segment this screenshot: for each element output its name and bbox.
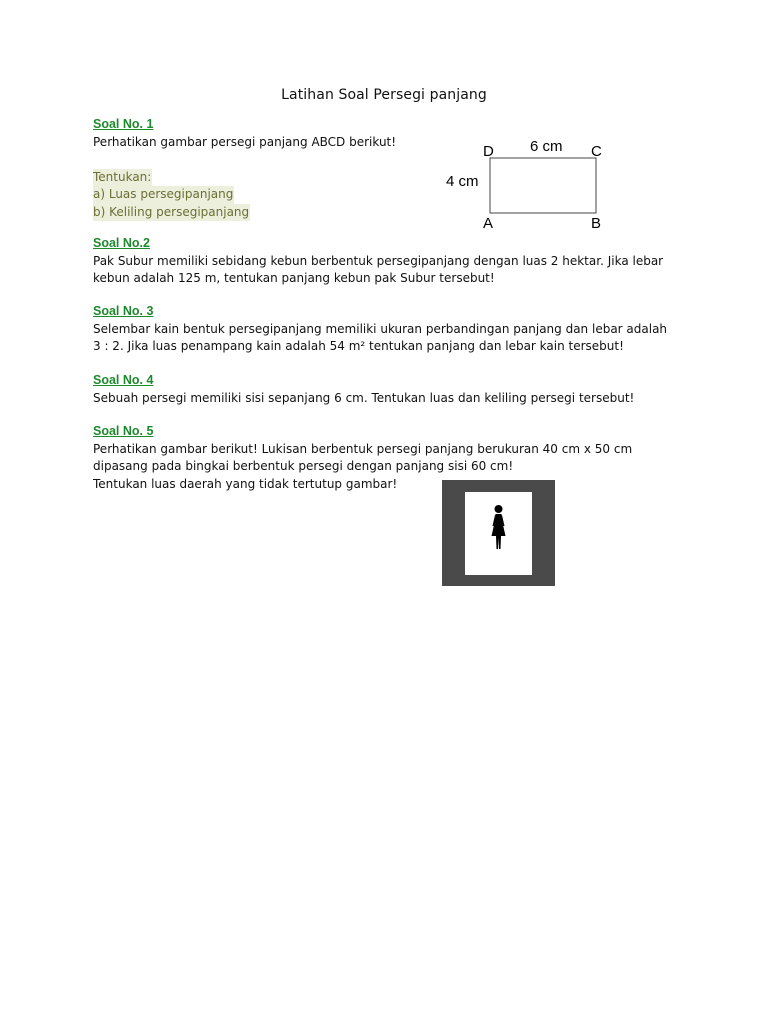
soal-5-line-1: Perhatikan gambar berikut! Lukisan berbentuk persegi panjang berukuran 40 cm x 50 cm [93, 441, 633, 456]
soal-5-line-2: dipasang pada bingkai berbentuk persegi dengan panjang sisi 60 cm! [93, 459, 514, 473]
soal-1-option-b: b) Keliling persegipanjang [93, 204, 250, 222]
label-a: A [483, 215, 494, 232]
soal-3-line-1: Selembar kain bentuk persegipanjang memiliki ukuran perbandingan panjang dan lebar adalah [93, 321, 668, 336]
soal-3-heading: Soal No. 3 [93, 304, 154, 318]
rectangle-abcd-diagram [440, 135, 620, 235]
label-height: 4 cm [446, 173, 479, 190]
soal-3-line-2: 3 : 2. Jika luas penampang kain adalah 54 m² tentukan panjang dan lebar kain tersebut! [93, 339, 624, 353]
soal-1-option-a: a) Luas persegipanjang [93, 186, 234, 204]
soal-4-line-1: Sebuah persegi memiliki sisi sepanjang 6 cm. Tentukan luas dan keliling persegi tersebut! [93, 390, 635, 405]
label-width: 6 cm [530, 138, 563, 155]
soal-2-line-2: kebun adalah 125 m, tentukan panjang kebun pak Subur tersebut! [93, 271, 495, 285]
soal-2-heading: Soal No.2 [93, 236, 150, 250]
soal-5-line-3: Tentukan luas daerah yang tidak tertutup gambar! [93, 476, 398, 491]
soal-5-section [93, 423, 683, 493]
soal-4-section [93, 372, 683, 407]
label-d: D [483, 143, 494, 160]
soal-3-section [93, 303, 683, 356]
soal-1-text: Perhatikan gambar persegi panjang ABCD berikut! [93, 134, 397, 149]
framed-picture-illustration [442, 480, 555, 586]
soal-1-heading: Soal No. 1 [93, 117, 154, 131]
rectangle-shape [490, 158, 596, 213]
page-title: Latihan Soal Persegi panjang [281, 87, 487, 103]
soal-5-heading: Soal No. 5 [93, 424, 154, 438]
label-b: B [591, 215, 602, 232]
soal-1-tentukan: Tentukan: [93, 169, 152, 187]
soal-2-line-1: Pak Subur memiliki sebidang kebun berbentuk persegipanjang dengan luas 2 hektar. Jika lebar [93, 253, 664, 268]
soal-2-section [93, 235, 683, 288]
label-c: C [591, 143, 602, 160]
soal-4-heading: Soal No. 4 [93, 373, 154, 387]
